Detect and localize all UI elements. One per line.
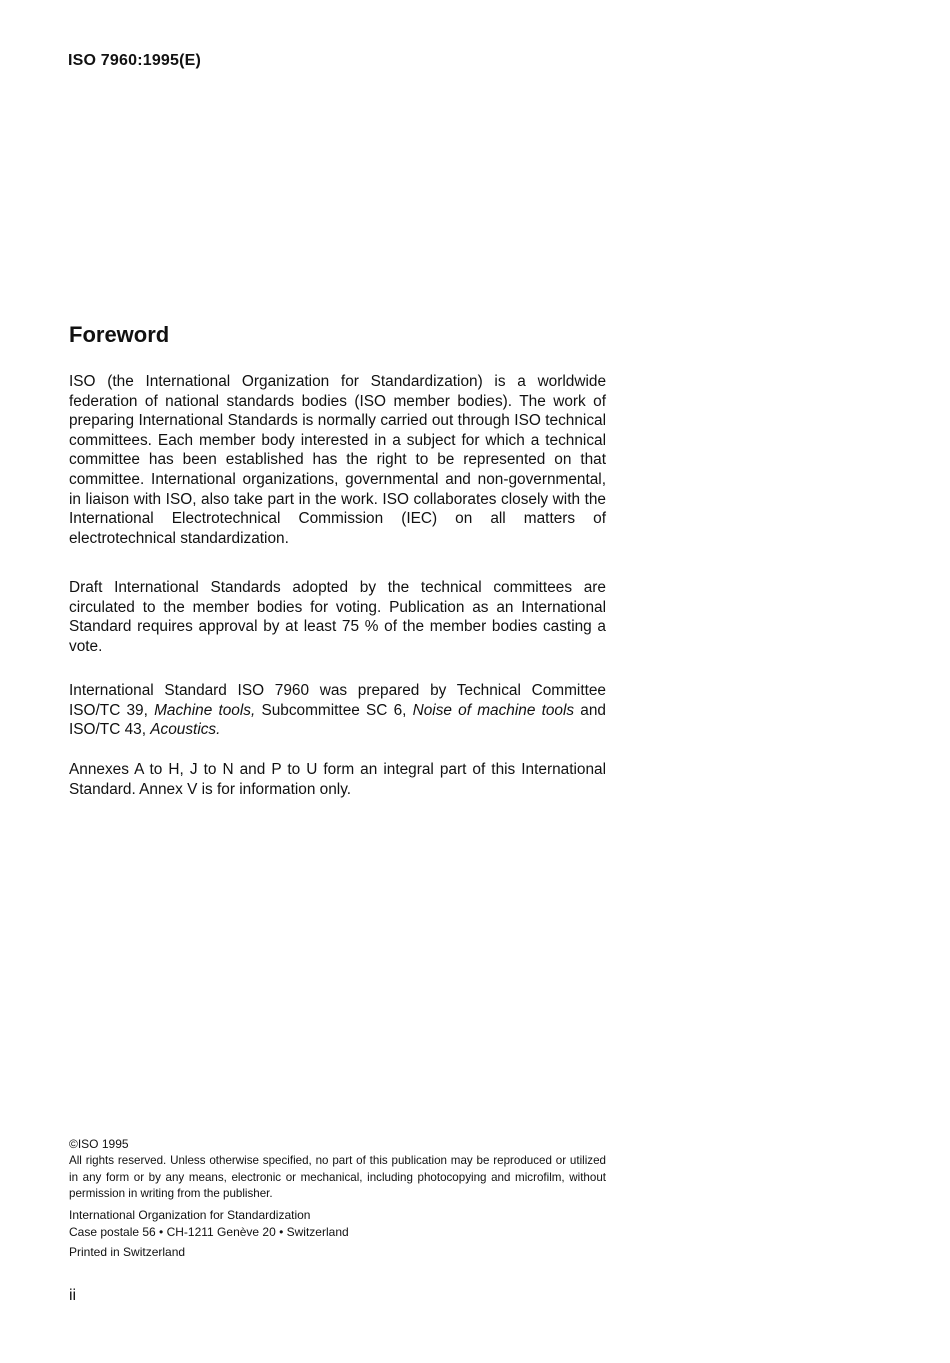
rights-statement: All rights reserved. Unless otherwise specified, no part of this publication may be reproduced or utilized in any form or by any means, electronic or mechanical, including photocopying and microfilm, without permission in writing from the publisher. bbox=[69, 1154, 606, 1200]
foreword-paragraph-4 bbox=[69, 760, 606, 799]
italic-committee-name: Machine tools, bbox=[154, 701, 256, 719]
publisher-block bbox=[69, 1207, 606, 1240]
copyright-notice: ©ISO 1995 bbox=[69, 1137, 129, 1151]
paragraph-text: ISO (the International Organization for Standardization) is a worldwide federation of national standards bodies (ISO member bodies). The work of preparing International Standards is normally carried out through ISO technical committees. Each member body interested in a subject for which a technical committee has been established has the right to be represented on that committee. International organizations, governmental and non-governmental, in liaison with ISO, also take part in the work. ISO collaborates closely with the International Electrotechnical Commission (IEC) on all matters of electrotechnical standardization. bbox=[69, 373, 606, 547]
foreword-heading: Foreword bbox=[69, 322, 170, 347]
text-run: Subcommittee SC 6, bbox=[255, 701, 413, 719]
paragraph-text: Draft International Standards adopted by the technical committees are circulated to the member bodies for voting. Publication as an International Standard requires approval by at least 75 % of the member bodies casting a vote. bbox=[69, 579, 606, 655]
organization-name: International Organization for Standardization bbox=[69, 1208, 311, 1222]
foreword-paragraph-2 bbox=[69, 578, 606, 656]
foreword-paragraph-1 bbox=[69, 372, 606, 548]
paragraph-text: Annexes A to H, J to N and P to U form an integral part of this International Standard. Annex V is for information only. bbox=[69, 761, 606, 798]
paragraph-text bbox=[69, 681, 606, 740]
organization-address: Case postale 56 • CH-1211 Genève 20 • Switzerland bbox=[69, 1224, 349, 1239]
italic-subcommittee-name: Noise of machine tools bbox=[412, 701, 575, 719]
foreword-paragraph-3 bbox=[69, 681, 606, 740]
printed-location: Printed in Switzerland bbox=[69, 1245, 186, 1259]
text-run: and ISO/TC 43, bbox=[69, 701, 606, 739]
document-identifier: ISO 7960:1995(E) bbox=[68, 52, 202, 69]
text-run: International Standard ISO 7960 was prepared by Technical Committee ISO/TC 39, bbox=[69, 682, 606, 719]
page-number: ii bbox=[69, 1287, 77, 1304]
italic-acoustics-name: Acoustics. bbox=[150, 721, 221, 739]
